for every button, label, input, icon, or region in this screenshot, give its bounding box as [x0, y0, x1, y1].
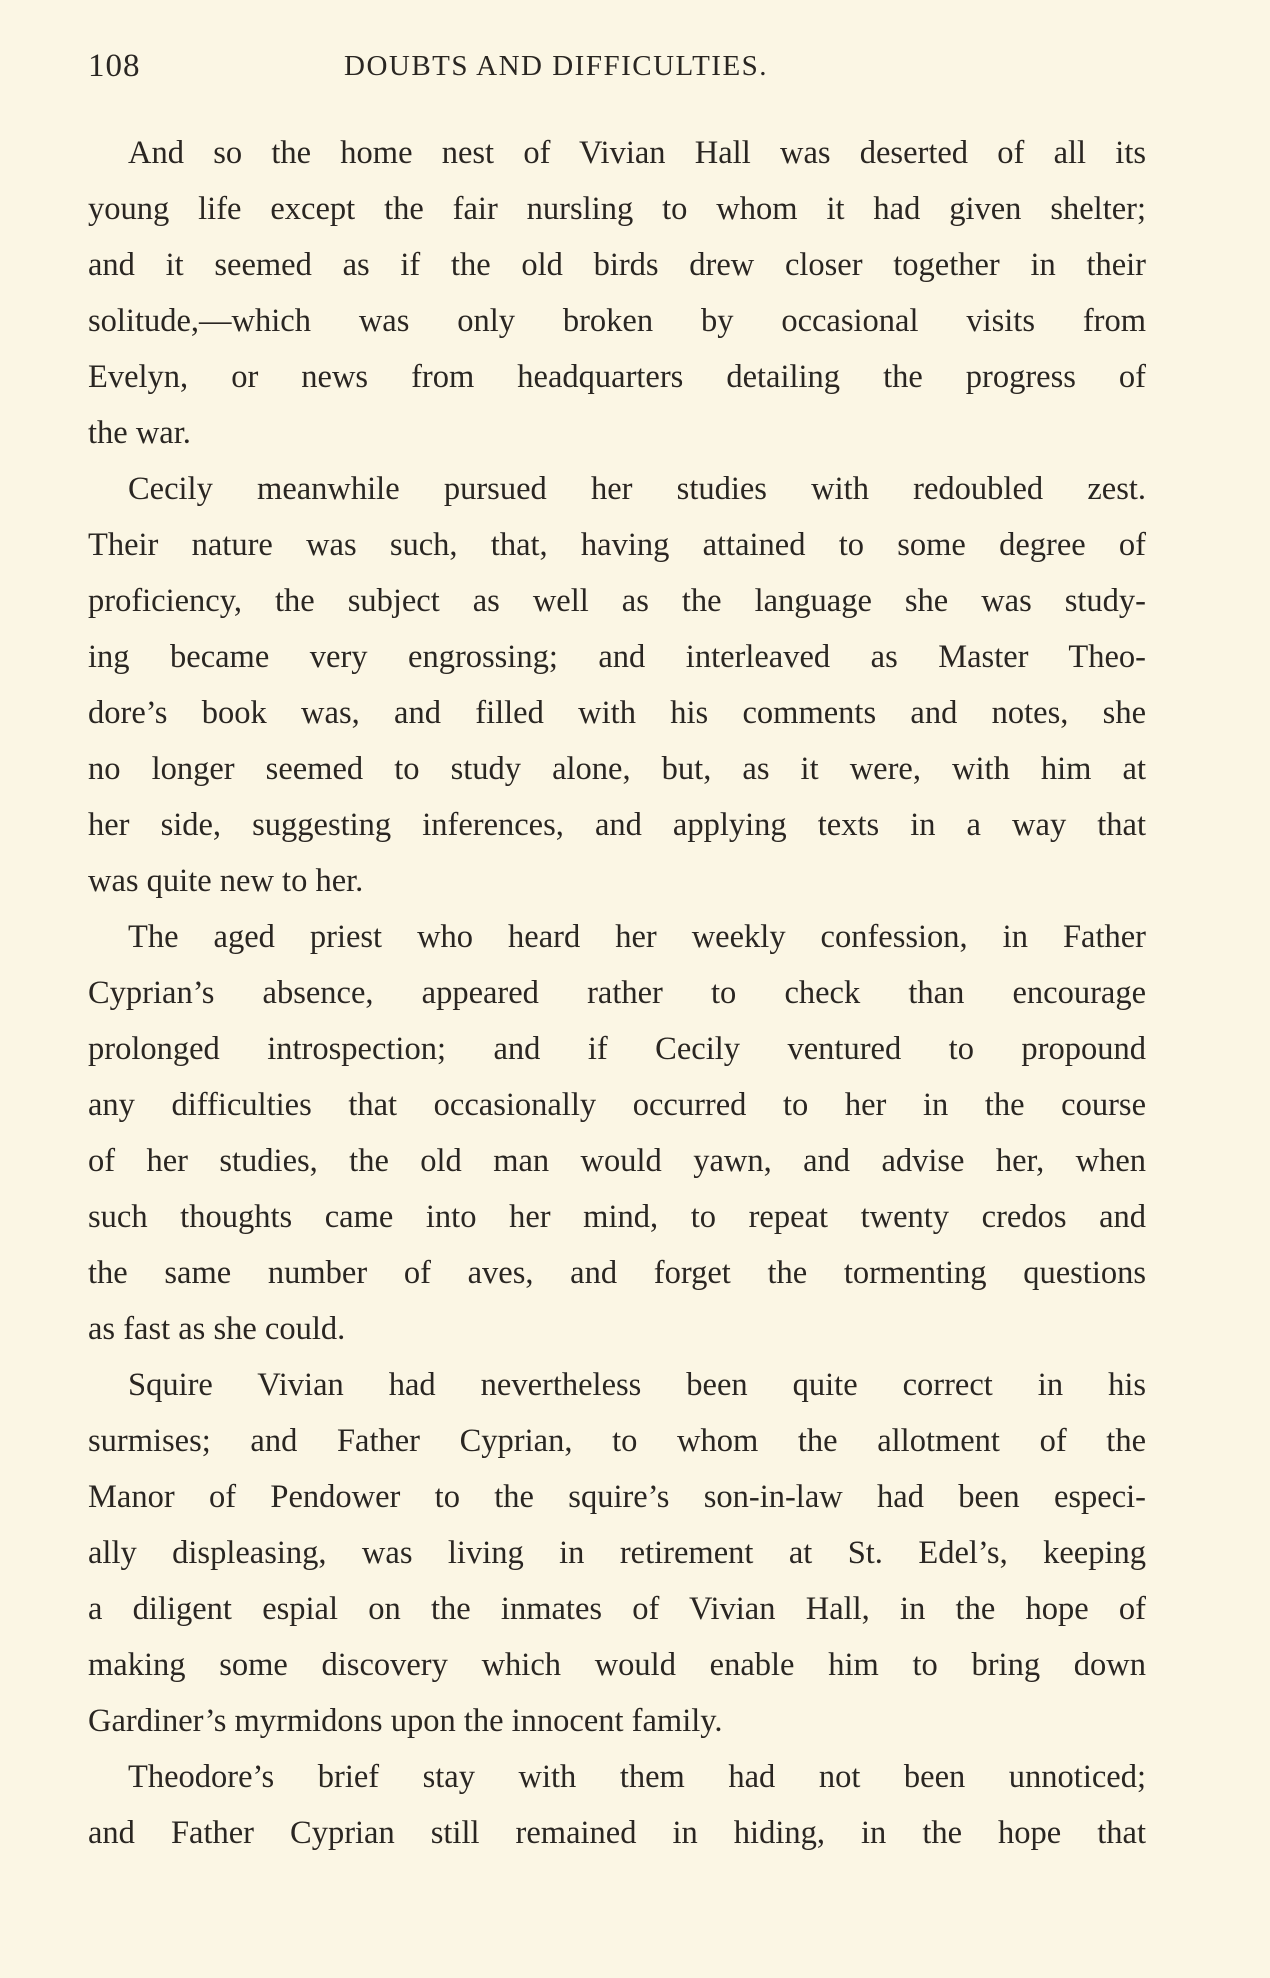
text-line: and it seemed as if the old birds drew closer together in their	[88, 247, 1146, 283]
text-line: ing became very engrossing; and interleaved as Master Theo-	[88, 639, 1146, 675]
text-line: proficiency, the subject as well as the language she was study-	[88, 583, 1146, 619]
text-line: making some discovery which would enable him to bring down	[88, 1647, 1146, 1683]
text-line: Cecily meanwhile pursued her studies with redoubled zest.	[128, 471, 1146, 507]
text-line: Their nature was such, that, having attained to some degree of	[88, 527, 1146, 563]
text-line: solitude,—which was only broken by occasional visits from	[88, 303, 1146, 339]
text-line: surmises; and Father Cyprian, to whom the allotment of the	[88, 1423, 1146, 1459]
text-line: Squire Vivian had nevertheless been quite correct in his	[128, 1367, 1146, 1403]
text-line: the same number of aves, and forget the tormenting questions	[88, 1255, 1146, 1291]
text-line: young life except the fair nursling to whom it had given shelter;	[88, 191, 1146, 227]
text-line: dore’s book was, and filled with his comments and notes, she	[88, 695, 1146, 731]
text-line: no longer seemed to study alone, but, as it were, with him at	[88, 751, 1146, 787]
text-line: Cyprian’s absence, appeared rather to check than encourage	[88, 975, 1146, 1011]
page-number: 108	[88, 48, 141, 84]
text-line: and Father Cyprian still remained in hiding, in the hope that	[88, 1815, 1146, 1851]
text-line: Gardiner’s myrmidons upon the innocent family.	[88, 1703, 723, 1739]
text-line: any difficulties that occasionally occurred to her in the course	[88, 1087, 1146, 1123]
text-line: prolonged introspection; and if Cecily ventured to propound	[88, 1031, 1146, 1067]
page-header	[88, 48, 1270, 98]
text-line: as fast as she could.	[88, 1311, 346, 1347]
body-text	[88, 125, 1146, 1861]
running-head: DOUBTS AND DIFFICULTIES.	[344, 50, 769, 82]
text-line: the war.	[88, 415, 191, 451]
text-line: Manor of Pendower to the squire’s son-in-law had been especi-	[88, 1479, 1146, 1515]
text-line: a diligent espial on the inmates of Vivian Hall, in the hope of	[88, 1591, 1146, 1627]
text-line: of her studies, the old man would yawn, and advise her, when	[88, 1143, 1146, 1179]
text-line: The aged priest who heard her weekly confession, in Father	[128, 919, 1146, 955]
text-line: Theodore’s brief stay with them had not been unnoticed;	[128, 1759, 1146, 1795]
text-line: And so the home nest of Vivian Hall was deserted of all its	[128, 135, 1146, 171]
text-line: was quite new to her.	[88, 863, 364, 899]
text-line: her side, suggesting inferences, and applying texts in a way that	[88, 807, 1146, 843]
text-line: such thoughts came into her mind, to repeat twenty credos and	[88, 1199, 1146, 1235]
text-line: Evelyn, or news from headquarters detailing the progress of	[88, 359, 1146, 395]
text-line: ally displeasing, was living in retirement at St. Edel’s, keeping	[88, 1535, 1146, 1571]
